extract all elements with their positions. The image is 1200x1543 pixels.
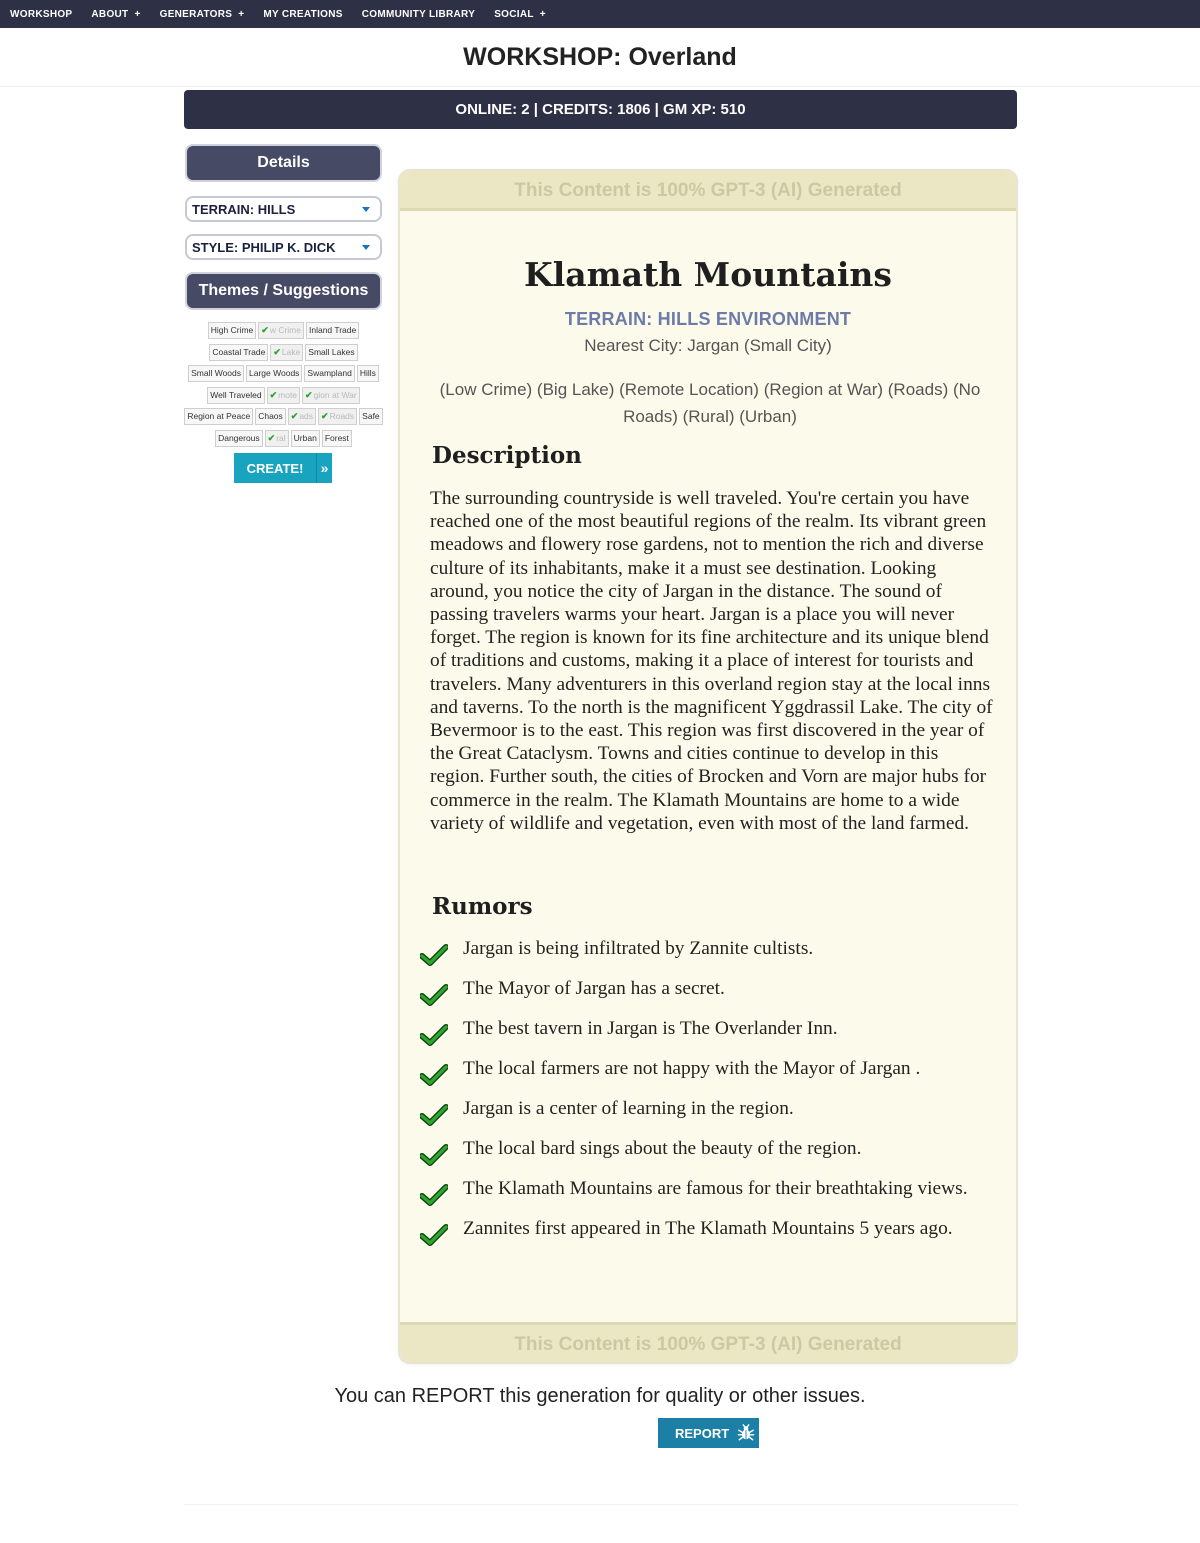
theme-chip-selected[interactable] <box>288 408 316 425</box>
rumor-item <box>420 1057 995 1081</box>
terrain-environment: TERRAIN: HILLS ENVIRONMENT <box>564 309 852 329</box>
caret-down-icon <box>362 207 370 212</box>
chip-label: ads <box>299 411 314 422</box>
chip-label: Roads <box>329 411 355 422</box>
nearest-city: Nearest City: Jargan (Small City) <box>584 336 832 355</box>
style-select-value: STYLE: PHILIP K. DICK <box>192 239 336 255</box>
theme-chip[interactable] <box>305 344 357 361</box>
chip-label: Region at Peace <box>187 411 251 422</box>
rumor-text: Jargan is being infiltrated by Zannite cultists. <box>463 938 814 959</box>
status-bar: ONLINE: 2 | CREDITS: 1806 | GM XP: 510 <box>184 90 1017 129</box>
chip-label: Swampland <box>307 368 352 379</box>
check-icon <box>420 1064 448 1086</box>
check-icon: ✔ <box>305 389 313 400</box>
theme-chip[interactable] <box>184 408 253 425</box>
check-icon: ✔ <box>273 346 281 357</box>
theme-chip[interactable] <box>215 430 263 447</box>
theme-chip-selected[interactable] <box>302 387 360 404</box>
check-icon <box>420 984 448 1006</box>
check-icon: ✔ <box>269 389 278 400</box>
check-icon <box>420 1184 448 1206</box>
chip-row <box>185 344 382 363</box>
rumor-text: Jargan is a center of learning in the region. <box>463 1098 794 1119</box>
rumor-item <box>420 1177 995 1201</box>
chip-label: w Crime <box>269 325 301 335</box>
chip-label: Inland Trade <box>308 325 357 335</box>
details-label: Details <box>257 154 310 171</box>
description-heading: Description <box>432 442 582 469</box>
chip-label: Small Woods <box>191 368 242 379</box>
rumor-text: The Klamath Mountains are famous for their breathtaking views. <box>463 1178 968 1199</box>
rumor-item <box>420 1017 995 1041</box>
nav-generators[interactable] <box>160 9 245 20</box>
chip-label: ral <box>276 432 286 443</box>
check-icon <box>420 1144 448 1166</box>
theme-chip[interactable] <box>246 365 302 382</box>
top-nav <box>0 0 1200 28</box>
rumor-item <box>420 1097 995 1121</box>
check-icon: ✔ <box>321 411 329 422</box>
theme-chip[interactable] <box>359 408 383 425</box>
theme-chip[interactable] <box>255 408 286 425</box>
theme-chip[interactable] <box>357 365 379 382</box>
plus-icon: + <box>134 8 141 20</box>
themes-label: Themes / Suggestions <box>198 282 369 299</box>
report-message: You can REPORT this generation for quality or other issues. <box>334 1385 866 1407</box>
rumor-text: The Mayor of Jargan has a secret. <box>463 978 725 999</box>
rumor-text: The local bard sings about the beauty of the region. <box>463 1138 862 1159</box>
rumor-item <box>420 1137 995 1161</box>
report-button[interactable] <box>658 1418 759 1448</box>
theme-chip[interactable] <box>306 322 359 339</box>
theme-chip[interactable] <box>304 365 354 382</box>
report-label: REPORT <box>675 1425 730 1441</box>
terrain-select-value: TERRAIN: HILLS <box>192 201 296 217</box>
nav-community-library[interactable] <box>362 9 475 20</box>
location-name: Klamath Mountains <box>524 255 892 294</box>
nav-about[interactable] <box>91 9 140 20</box>
chip-row <box>185 408 382 427</box>
chip-label: Lake <box>281 346 301 357</box>
chip-row <box>185 387 382 406</box>
rumor-text: Zannites first appeared in The Klamath Mountains 5 years ago. <box>463 1218 953 1239</box>
check-icon <box>420 1224 448 1246</box>
chip-row <box>185 322 382 341</box>
theme-chip-selected[interactable] <box>318 408 357 425</box>
chip-label: Well Traveled <box>210 389 262 400</box>
theme-chip[interactable] <box>208 322 257 339</box>
rumor-text: The local farmers are not happy with the Mayor of Jargan . <box>463 1058 921 1079</box>
chip-row <box>185 430 382 449</box>
caret-down-icon <box>362 245 370 250</box>
nav-label: WORKSHOP <box>10 8 73 20</box>
chip-label: mote <box>278 389 298 400</box>
bug-icon <box>737 1424 755 1442</box>
chip-row <box>185 365 382 384</box>
details-header[interactable] <box>185 144 382 182</box>
nav-label: ABOUT <box>91 8 129 20</box>
chip-label: High Crime <box>210 325 254 335</box>
nav-workshop[interactable] <box>10 9 72 20</box>
check-icon <box>420 1104 448 1126</box>
rumors-heading: Rumors <box>432 893 533 920</box>
style-select[interactable] <box>185 234 382 260</box>
chip-label: Large Woods <box>249 368 300 379</box>
theme-chip-selected[interactable] <box>270 344 303 361</box>
chip-label: Chaos <box>258 411 283 422</box>
theme-chip[interactable] <box>207 387 264 404</box>
themes-header[interactable] <box>185 272 382 310</box>
double-chevron-right-icon: » <box>316 453 332 483</box>
terrain-select[interactable] <box>185 196 382 222</box>
ai-banner-top: This Content is 100% GPT-3 (AI) Generated <box>400 171 1016 211</box>
chip-label: Small Lakes <box>308 346 355 357</box>
theme-chip-selected[interactable] <box>267 387 300 404</box>
nav-social[interactable] <box>494 9 546 20</box>
theme-chip[interactable] <box>188 365 244 382</box>
generated-content-card <box>398 169 1018 1364</box>
divider <box>0 86 1200 87</box>
chip-label: Hills <box>359 368 376 379</box>
chip-label: Forest <box>324 432 349 443</box>
check-icon: ✔ <box>267 432 276 443</box>
theme-chip[interactable] <box>322 430 352 447</box>
theme-chip[interactable] <box>291 430 320 447</box>
plus-icon: + <box>539 8 546 20</box>
nav-label: SOCIAL <box>494 8 534 20</box>
divider <box>184 1504 1017 1505</box>
theme-chip-selected[interactable] <box>258 322 304 339</box>
location-tags: (Low Crime) (Big Lake) (Remote Location) (Region at War) (Roads) (No Roads) (Rural) (Urban) <box>439 380 981 426</box>
create-label: CREATE! <box>246 460 304 476</box>
chip-label: Urban <box>293 432 317 443</box>
nav-label: COMMUNITY LIBRARY <box>361 8 476 20</box>
chip-label: Dangerous <box>218 432 260 443</box>
rumor-item <box>420 977 995 1001</box>
rumor-text: The best tavern in Jargan is The Overlander Inn. <box>463 1018 838 1039</box>
theme-chip[interactable] <box>209 344 268 361</box>
theme-chips <box>185 322 382 452</box>
create-button[interactable] <box>234 453 332 483</box>
ai-banner-bottom: This Content is 100% GPT-3 (AI) Generated <box>400 1322 1016 1362</box>
chip-label: gion at War <box>313 389 357 400</box>
rumor-item <box>420 937 995 961</box>
nav-label: GENERATORS <box>159 8 233 20</box>
chip-label: Safe <box>362 411 380 422</box>
rumor-item <box>420 1217 995 1241</box>
nav-label: MY CREATIONS <box>263 8 343 20</box>
check-icon <box>420 1024 448 1046</box>
nav-my-creations[interactable] <box>263 9 342 20</box>
theme-chip-selected[interactable] <box>265 430 289 447</box>
check-icon: ✔ <box>290 411 299 422</box>
check-icon <box>420 944 448 966</box>
description-text: The surrounding countryside is well traveled. You're certain you have reached one of the most beautiful regions of the realm. Its vibrant green meadows and flowery rose gardens, not to mention the rich and diverse culture of its inhabitants, make it a must see destination. Looking around, you notice the city of Jargan in the distance. The sound of passing travelers warms your heart. Jargan is a place you will never forget. The region is known for its fine architecture and its unique blend of traditions and customs, making it a place of interest for tourists and travelers. Many adventurers in this overland region stay at the local inns and taverns. To the north is the magnificent Yggdrassil Lake. The city of Bevermoor is to the east. This region was first discovered in the year of the Great Cataclysm. Towns and cities continue to develop in this region. Further south, the cities of Brocken and Vorn are major hubs for commerce in the realm. The Klamath Mountains are home to a wide variety of wildlife and vegetation, even with most of the land farmed. <box>430 488 993 834</box>
rumors-list <box>420 937 995 1257</box>
check-icon: ✔ <box>261 325 269 335</box>
plus-icon: + <box>238 8 245 20</box>
page-title: WORKSHOP: Overland <box>463 43 737 71</box>
chip-label: Coastal Trade <box>212 346 266 357</box>
